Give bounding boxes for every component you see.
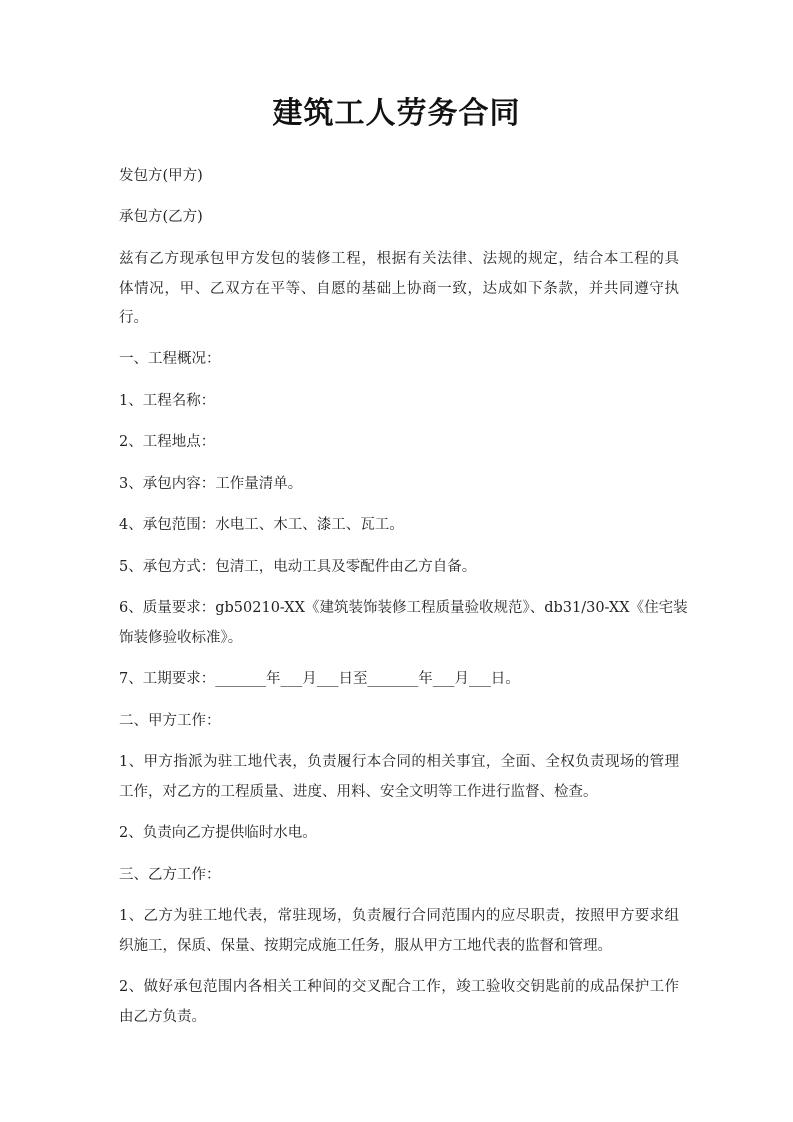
clause-schedule-requirements: 7、工期要求：_______年___月___日至_______年___月___日。 xyxy=(119,671,520,687)
section-heading-party-b-work: 三、乙方工作： xyxy=(119,867,221,883)
intro-paragraph-line-3: 行。 xyxy=(119,310,148,326)
clause-contract-content: 3、承包内容：工作量清单。 xyxy=(119,476,303,492)
party-a-line: 发包方(甲方) xyxy=(119,168,203,184)
clause-quality-requirements-line-1: 6、质量要求：gb50210-XX《建筑装饰装修工程质量验收规范》、db31/30-XX《住宅装 xyxy=(119,600,688,616)
party-a-clause-1-line-2: 工作，对乙方的工程质量、进度、用料、安全文明等工作进行监督、检查。 xyxy=(119,784,598,800)
document-title: 建筑工人劳务合同 xyxy=(272,96,521,131)
section-heading-party-a-work: 二、甲方工作： xyxy=(119,713,221,729)
clause-project-name: 1、工程名称： xyxy=(119,393,216,409)
clause-quality-requirements-line-2: 饰装修验收标准》。 xyxy=(119,630,243,646)
section-heading-project-overview: 一、工程概况： xyxy=(119,351,221,367)
party-b-clause-2-line-2: 由乙方负责。 xyxy=(119,1009,206,1025)
party-a-clause-2: 2、负责向乙方提供临时水电。 xyxy=(119,825,317,841)
party-b-clause-2-line-1: 2、做好承包范围内各相关工种间的交叉配合工作，竣工验收交钥匙前的成品保护工作 xyxy=(119,979,679,995)
party-b-line: 承包方(乙方) xyxy=(119,209,203,225)
clause-project-location: 2、工程地点： xyxy=(119,434,216,450)
intro-paragraph-line-1: 兹有乙方现承包甲方发包的装修工程，根据有关法律、法规的规定，结合本工程的具 xyxy=(119,251,679,267)
party-b-clause-1-line-2: 织施工，保质、保量、按期完成施工任务，服从甲方工地代表的监督和管理。 xyxy=(119,938,612,954)
party-a-clause-1-line-1: 1、甲方指派为驻工地代表，负责履行本合同的相关事宜，全面、全权负责现场的管理 xyxy=(119,754,679,770)
clause-contract-scope: 4、承包范围：水电工、木工、漆工、瓦工。 xyxy=(119,517,404,533)
party-b-clause-1-line-1: 1、乙方为驻工地代表，常驻现场，负责履行合同范围内的应尽职责，按照甲方要求组 xyxy=(119,908,679,924)
intro-paragraph-line-2: 体情况，甲、乙双方在平等、自愿的基础上协商一致，达成如下条款，并共同遵守执 xyxy=(119,281,679,297)
clause-contract-method: 5、承包方式：包清工，电动工具及零配件由乙方自备。 xyxy=(119,559,477,575)
